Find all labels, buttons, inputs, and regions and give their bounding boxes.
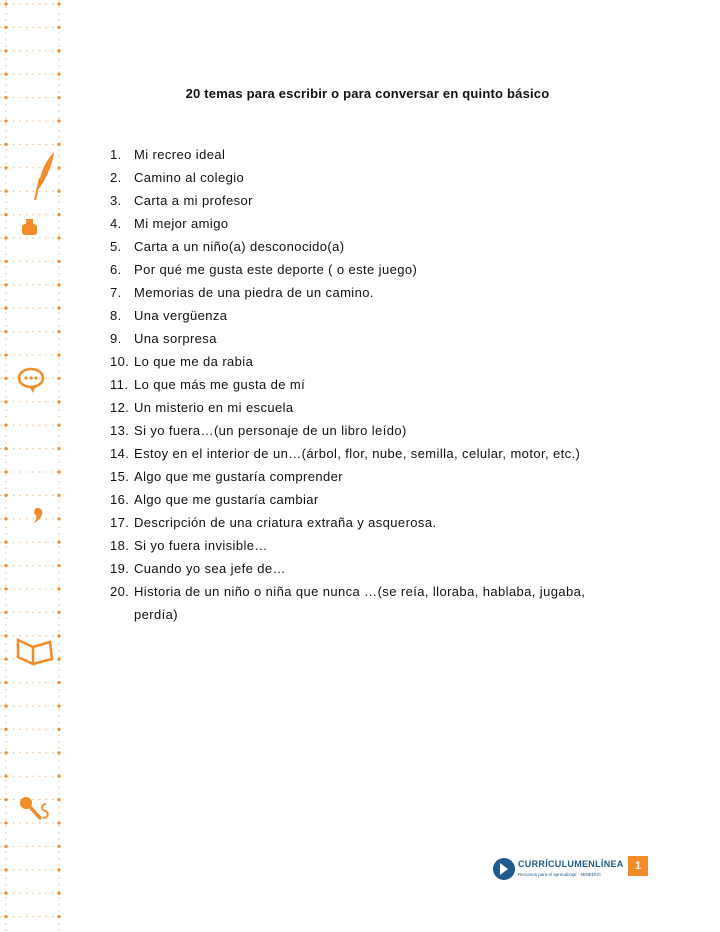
list-item: [110, 511, 630, 534]
inkwell-icon: [22, 219, 37, 235]
page-title: 20 temas para escribir o para conversar en quinto básico: [185, 86, 550, 101]
list-item-number: 5.: [110, 239, 122, 254]
list-item-text: Historia de un niño o niña que nunca …(se reía, lloraba, hablaba, jugaba, perdía): [134, 584, 586, 622]
comma-icon: [34, 508, 42, 523]
list-item-text: Cuando yo sea jefe de…: [134, 561, 286, 576]
list-item-number: 19.: [110, 561, 130, 576]
decorative-border: [0, 0, 64, 932]
list-item-number: 16.: [110, 492, 130, 507]
list-item-text: Si yo fuera…(un personaje de un libro leído): [134, 423, 407, 438]
page-number-badge: 1: [628, 856, 648, 876]
logo-arrow-icon: [492, 857, 516, 881]
list-item-number: 6.: [110, 262, 122, 277]
list-item: [110, 281, 630, 304]
list-item: [110, 327, 630, 350]
list-item-text: Mi recreo ideal: [134, 147, 226, 162]
list-item-number: 8.: [110, 308, 122, 323]
curriculum-logo: [492, 856, 624, 882]
list-item-text: Lo que más me gusta de mí: [134, 377, 306, 392]
logo-text: CURRÍCULUMENLÍNEA: [518, 859, 624, 869]
list-item: [110, 304, 630, 327]
list-item-number: 1.: [110, 147, 122, 162]
topic-list: [110, 143, 630, 626]
list-item: [110, 488, 630, 511]
list-item-text: Descripción de una criatura extraña y asquerosa.: [134, 515, 437, 530]
list-item-number: 2.: [110, 170, 122, 185]
list-item: [110, 235, 630, 258]
logo-subtext: Recursos para el aprendizaje · MINEDUC: [518, 872, 602, 877]
list-item: [110, 373, 630, 396]
list-item-number: 12.: [110, 400, 130, 415]
list-item: [110, 419, 630, 442]
list-item-number: 11.: [110, 377, 129, 392]
list-item-number: 13.: [110, 423, 130, 438]
list-item-text: Mi mejor amigo: [134, 216, 229, 231]
list-item: [110, 258, 630, 281]
list-item-text: Si yo fuera invisible…: [134, 538, 268, 553]
microphone-icon: [20, 797, 48, 818]
list-item: [110, 212, 630, 235]
list-item-text: Una vergüenza: [134, 308, 228, 323]
list-item: [110, 166, 630, 189]
list-item-text: Una sorpresa: [134, 331, 217, 346]
list-item: [110, 534, 630, 557]
list-item-number: 9.: [110, 331, 122, 346]
list-item-text: Carta a un niño(a) desconocido(a): [134, 239, 345, 254]
list-item-text: Estoy en el interior de un…(árbol, flor, nube, semilla, celular, motor, etc.): [134, 446, 581, 461]
list-item-number: 3.: [110, 193, 122, 208]
speech-bubble-icon: [19, 369, 43, 393]
list-item: [110, 580, 630, 626]
list-item: [110, 557, 630, 580]
list-item-number: 7.: [110, 285, 122, 300]
quill-icon: [35, 152, 54, 200]
list-item: [110, 350, 630, 373]
list-item: [110, 396, 630, 419]
list-item: [110, 143, 630, 166]
list-item-number: 14.: [110, 446, 130, 461]
open-book-icon: [18, 640, 52, 664]
list-item-number: 18.: [110, 538, 130, 553]
list-item-text: Por qué me gusta este deporte ( o este juego): [134, 262, 418, 277]
list-item-number: 20.: [110, 584, 130, 599]
list-item-text: Memorias de una piedra de un camino.: [134, 285, 374, 300]
list-item-number: 4.: [110, 216, 122, 231]
list-item: [110, 189, 630, 212]
list-item-number: 15.: [110, 469, 130, 484]
list-item-number: 10.: [110, 354, 130, 369]
list-item-text: Carta a mi profesor: [134, 193, 253, 208]
list-item-number: 17.: [110, 515, 130, 530]
list-item-text: Lo que me da rabia: [134, 354, 254, 369]
list-item: [110, 465, 630, 488]
list-item-text: Algo que me gustaría comprender: [134, 469, 343, 484]
list-item-text: Un misterio en mi escuela: [134, 400, 294, 415]
list-item: [110, 442, 630, 465]
list-item-text: Algo que me gustaría cambiar: [134, 492, 319, 507]
list-item-text: Camino al colegio: [134, 170, 245, 185]
